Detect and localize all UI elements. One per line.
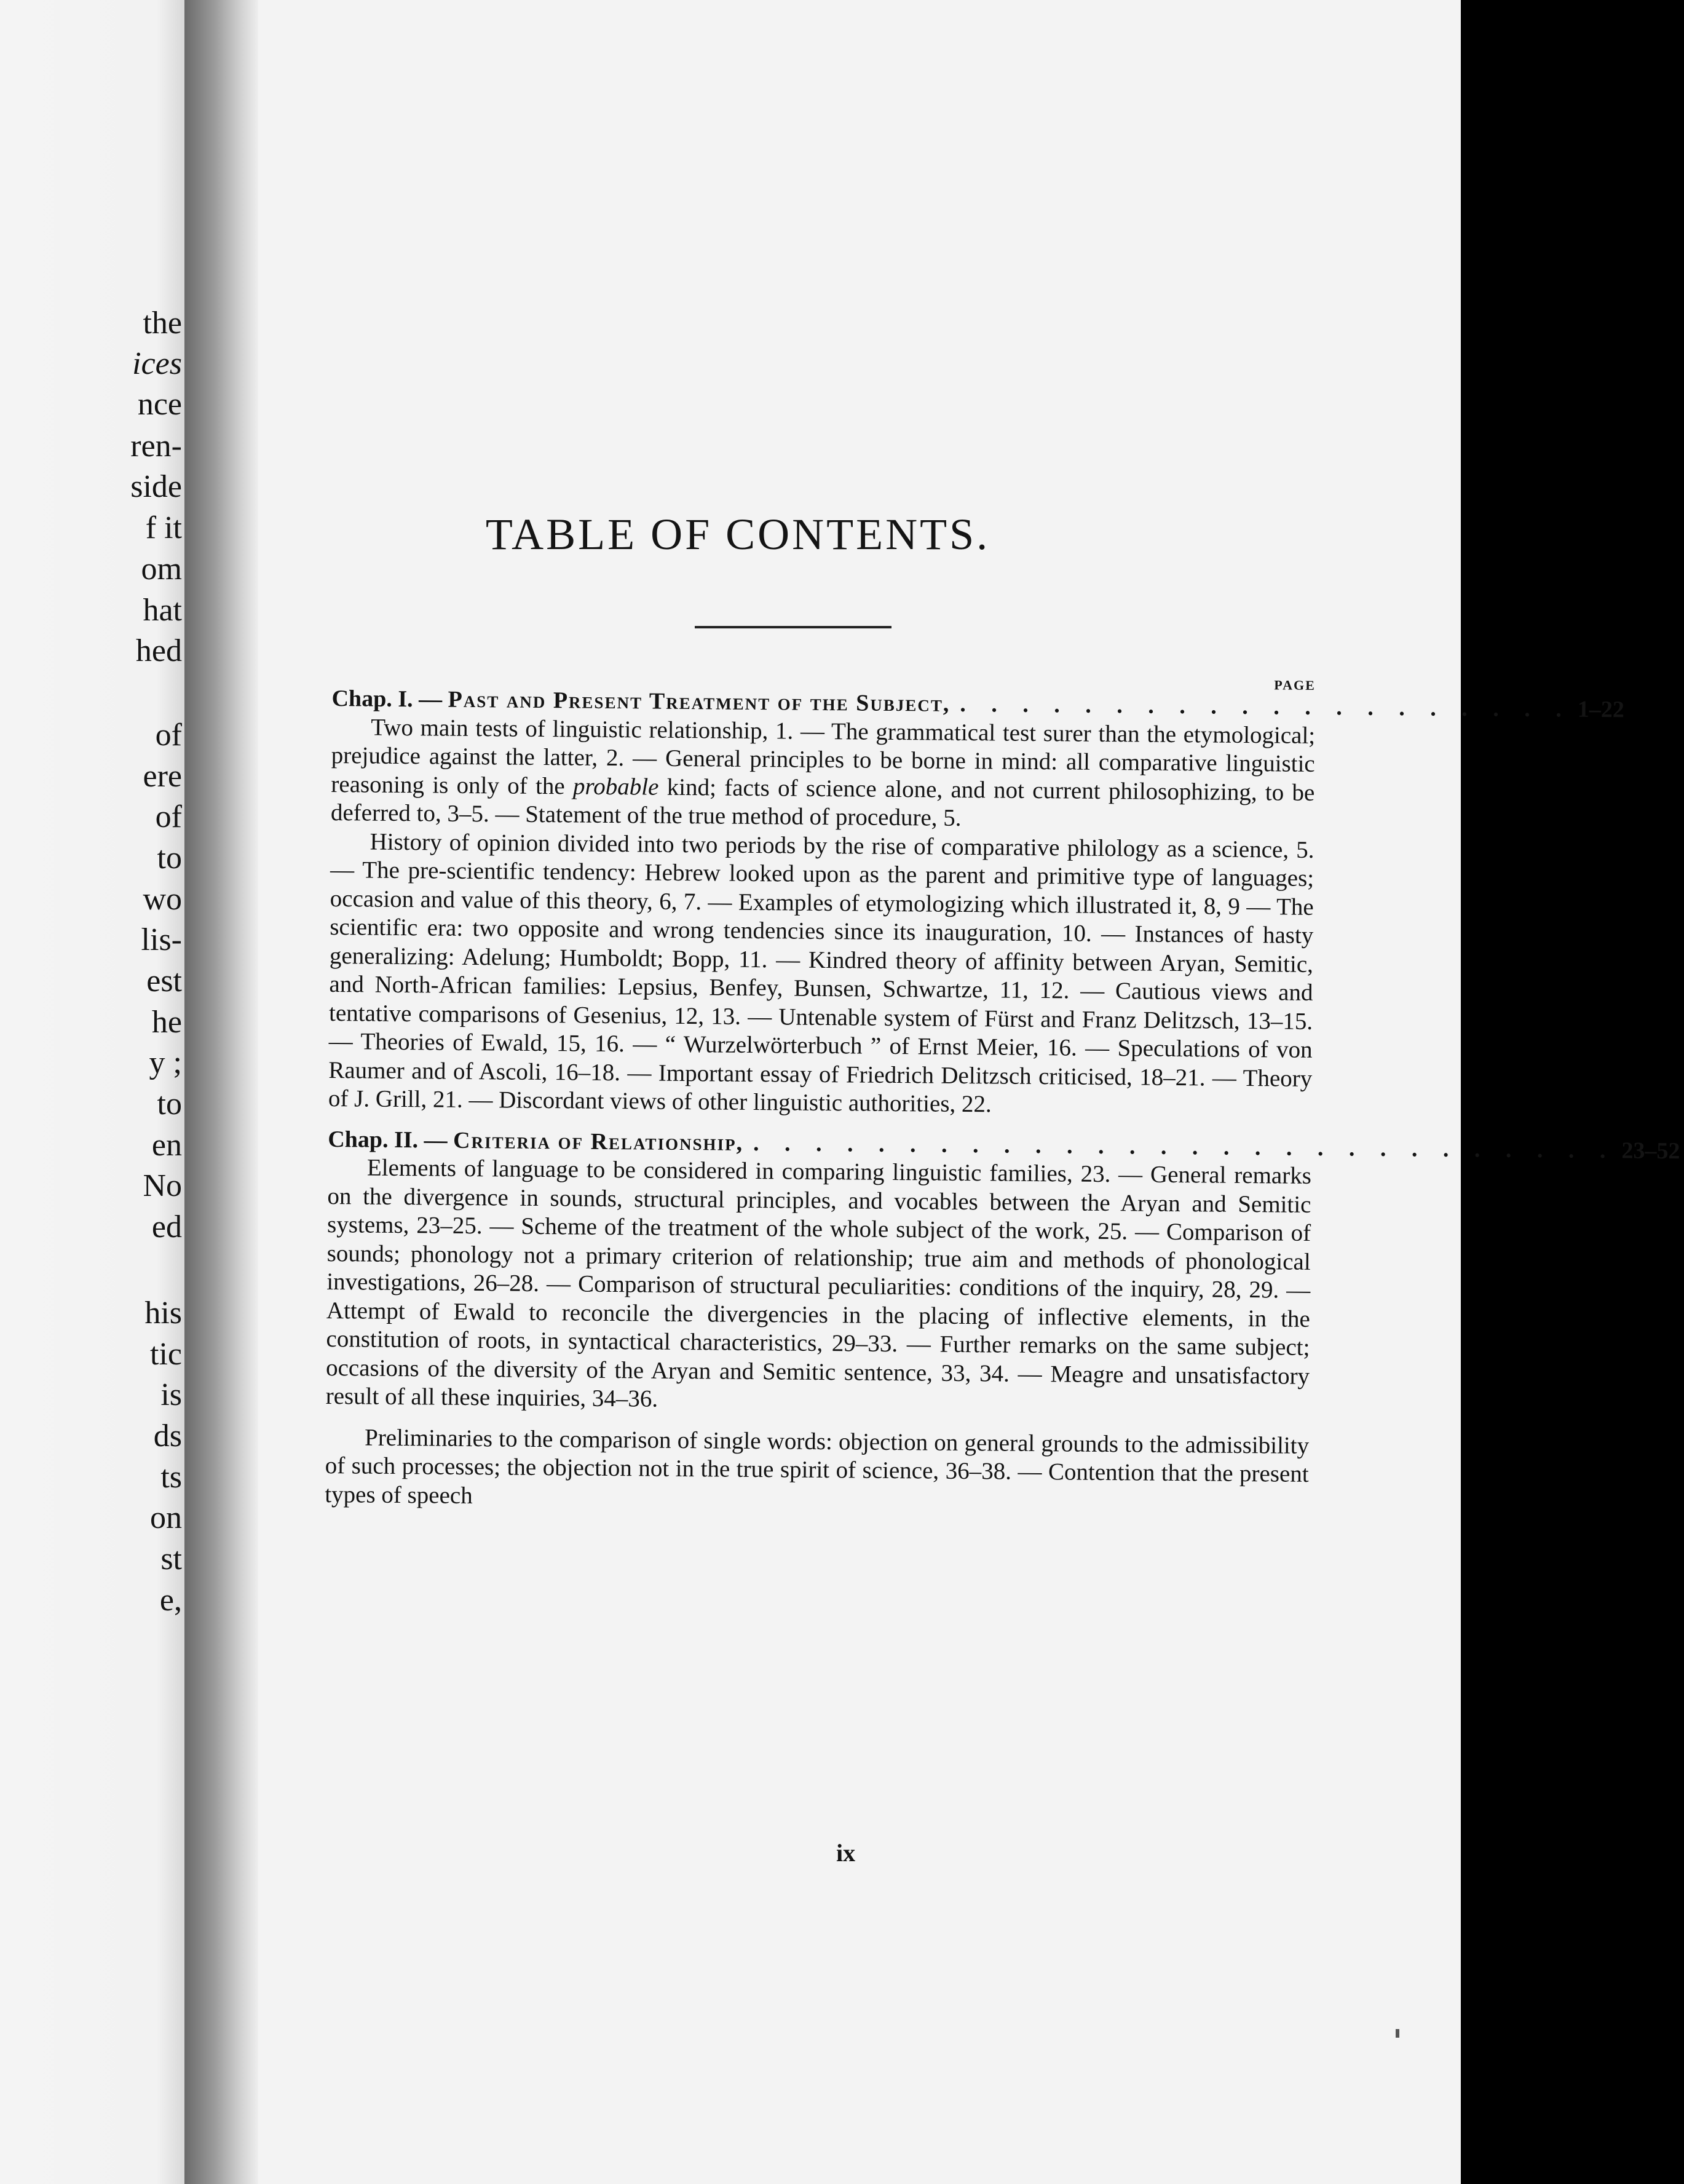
chapter-2-pages: 23–52 (1621, 1137, 1680, 1164)
chapter-1-number: Chap. I. — (331, 685, 443, 713)
left-page-fragment: he (151, 1005, 182, 1040)
chapter-1-paragraph-1: Two main tests of linguistic relationship, 1. — The grammatical test surer than the etymological; prejudice against the latter, 2. — General principles to be borne in mind: all comparative linguistic reasoning is only of the probable kind; facts of science alone, and not current philosophizing, to be deferred to, 3–5. — Statement of the true method of procedure, 5. (330, 714, 1316, 832)
scan-speck (1396, 2029, 1399, 2038)
title-rule (695, 626, 891, 628)
left-page-fragment: en (151, 1128, 182, 1163)
left-page-fragment: lis- (141, 922, 182, 957)
left-page-fragment: his (144, 1296, 182, 1331)
left-page-fragment: st (160, 1541, 182, 1577)
left-page-fragment: the (143, 306, 182, 341)
left-page-edge (0, 0, 184, 2184)
left-page-fragment: ices (132, 346, 182, 381)
left-page-fragment: wo (143, 882, 182, 917)
chapter-2-number: Chap. II. — (328, 1126, 448, 1153)
left-page-fragment: ds (153, 1418, 182, 1454)
left-page-fragment: est (146, 963, 182, 999)
page-title: TABLE OF CONTENTS. (485, 510, 990, 559)
left-page-fragment: om (141, 552, 182, 587)
chapter-2-title: Criteria of Relationship, (453, 1127, 744, 1156)
left-page-fragment: tic (150, 1337, 182, 1372)
left-page-fragment: is (160, 1377, 182, 1412)
left-page-fragment: ere (143, 759, 182, 794)
left-page-fragment: to (157, 1086, 182, 1122)
chapter-1-paragraph-2: History of opinion divided into two periods by the rise of comparative philology as a science, 5. — The pre-scientific tendency: Hebrew looked upon as the parent and primitive type of languages; occasion and value of this theory, 6, 7. — Examples of etymologizing which illustrated it, 8, 9 — The scientific era: two opposite and wrong tendencies since its inauguration, 10. — Instances of hasty generalizing: Adelung; Humboldt; Bopp, 11. — Kindred theory of affinity between Aryan, Semitic, and North-African families: Lepsius, Benfey, Bunsen, Schwartze, 11, 12. — Cautious views and tentative comparisons of Gesenius, 12, 13. — Untenable system of Fürst and Franz Delitzsch, 13–15. — Theories of Ewald, 15, 16. — “ Wurzelwörterbuch ” of Ernst Meier, 16. — Speculations of von Raumer and of Ascoli, 16–18. — Important essay of Friedrich Delitzsch criticised, 18–21. — Theory of J. Grill, 21. — Discordant views of other linguistic authorities, 22. (328, 828, 1314, 1118)
left-page-fragment: e, (159, 1583, 182, 1618)
left-page-fragment: of (155, 799, 182, 834)
left-page-fragment: ts (160, 1460, 182, 1495)
chapter-2-paragraph-1: Elements of language to be considered in comparing linguistic families, 23. — General remarks on the divergence in sounds, structural principles, and vocables between the Aryan and Semitic systems, 23–25. — Scheme of the treatment of the whole subject of the work, 25. — Comparison of sounds; phonology not a primary criterion of relationship; true aim and methods of phonological investigations, 26–28. — Comparison of structural peculiarities: conditions of the inquiry, 28, 29. — Attempt of Ewald to reconcile the divergencies in the placing of inflective elements, in the constitution of roots, in syntactical characteristics, 29–33. — Further remarks on the same subject; occasions of the diversity of the Aryan and Semitic sentence, 33, 34. — Meagre and unsatisfactory result of all these inquiries, 34–36. (325, 1154, 1312, 1412)
left-page-fragment: on (150, 1500, 182, 1535)
chapter-1-title: Past and Present Treatment of the Subject, (448, 686, 951, 717)
leader-dots: . . . . . . . . . . . . . . . . . . . . (960, 690, 1572, 722)
left-page-fragment: f it (145, 510, 182, 545)
left-page-fragment: ren- (130, 429, 182, 464)
left-page-fragment: No (143, 1168, 182, 1203)
left-page-fragment: hat (143, 593, 182, 628)
page-column-label: PAGE (1274, 677, 1316, 693)
chapter-2-paragraph-2: Preliminaries to the comparison of single words: objection on general grounds to the admissibility of such processes; the objection not in the true spirit of science, 36–38. — Contention that the present types of speech (325, 1424, 1310, 1509)
page-number: ix (836, 1839, 856, 1867)
left-page-fragment: y ; (149, 1045, 182, 1080)
left-page-fragment: ed (151, 1209, 182, 1244)
left-page-fragment: nce (137, 387, 182, 422)
left-page-fragment: side (130, 469, 182, 504)
book-gutter (184, 0, 258, 2184)
right-page (258, 0, 1680, 2184)
left-page-fragment: hed (135, 633, 182, 668)
leader-dots: . . . . . . . . . . . . . . . . . . . . . . . . . . . . (753, 1130, 1616, 1163)
left-page-fragment: to (157, 841, 182, 876)
chapter-1-pages: 1–22 (1577, 696, 1625, 723)
table-of-contents (325, 670, 1680, 1517)
left-page-fragment: of (155, 718, 182, 753)
